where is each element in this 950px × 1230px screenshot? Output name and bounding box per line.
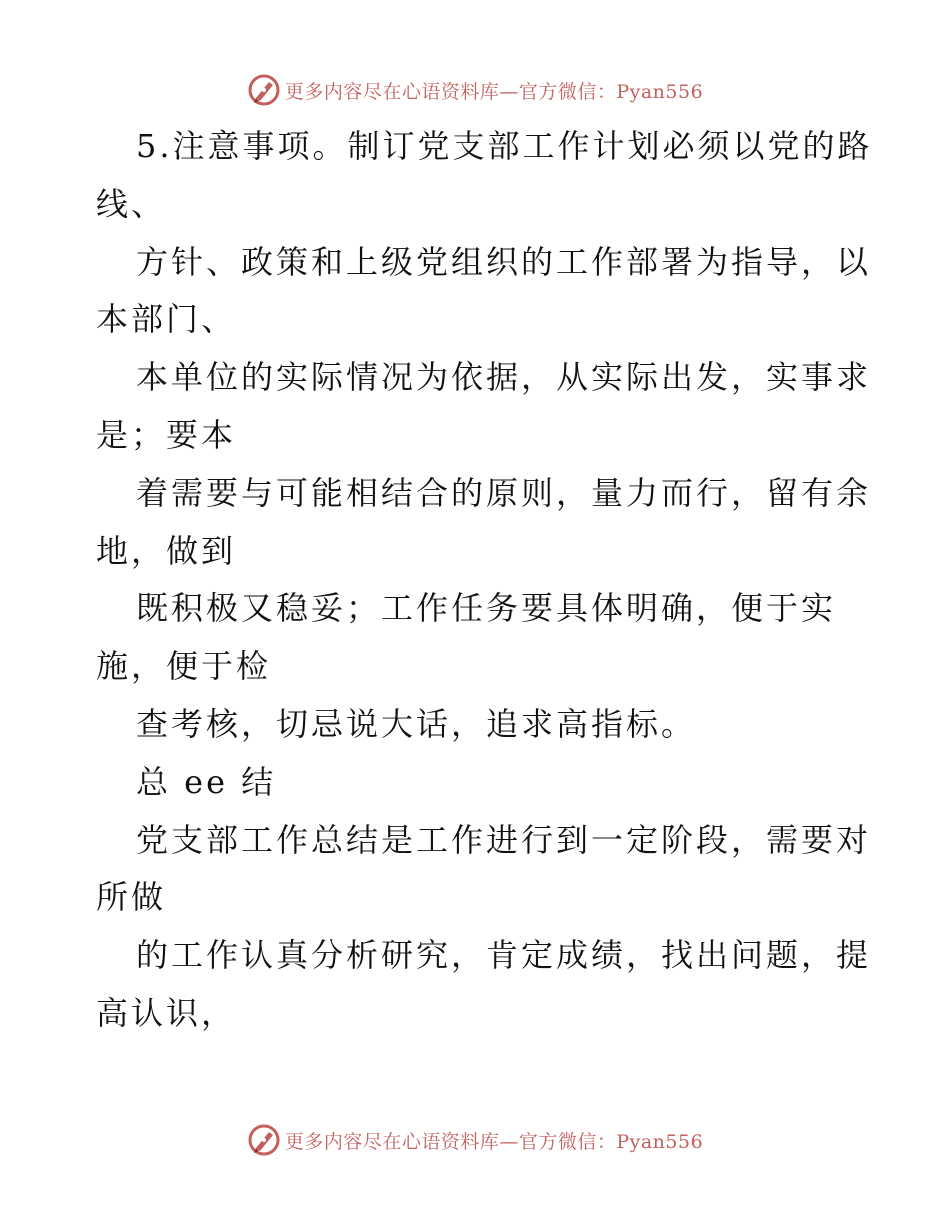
text-line: 高认识， xyxy=(96,993,237,1032)
header-watermark xyxy=(0,70,950,110)
text-line: 党支部工作总结是工作进行到一定阶段，需要对 xyxy=(136,820,872,859)
text-line: 着需要与可能相结合的原则，量力而行，留有余 xyxy=(136,473,872,512)
text-line: 线、 xyxy=(96,184,167,223)
text-line: 既积极又稳妥；工作任务要具体明确，便于实 xyxy=(136,589,837,628)
footer-watermark-text: 更多内容尽在心语资料库—官方微信：Pyan556 xyxy=(284,1130,704,1153)
text-line: 本单位的实际情况为依据，从实际出发，实事求 xyxy=(136,358,872,397)
pen-in-circle-logo-icon xyxy=(247,1123,281,1157)
text-line: 是；要本 xyxy=(96,415,237,454)
text-line: 方针、政策和上级党组织的工作部署为指导，以 xyxy=(136,242,872,281)
header-watermark-text: 更多内容尽在心语资料库—官方微信：Pyan556 xyxy=(284,80,704,103)
text-line: 所做 xyxy=(96,878,167,917)
footer-watermark xyxy=(0,1120,950,1160)
pen-in-circle-logo-icon xyxy=(247,73,281,107)
text-line: 的工作认真分析研究，肯定成绩，找出问题，提 xyxy=(136,936,872,975)
text-line: 5.注意事项。制订党支部工作计划必须以党的路 xyxy=(136,127,873,165)
text-line: 本部门、 xyxy=(96,300,237,339)
text-line: 施，便于检 xyxy=(96,647,272,686)
text-line: 地，做到 xyxy=(96,531,237,570)
text-line: 查考核，切忌说大话，追求高指标。 xyxy=(136,704,697,743)
section-heading: 总 ee 结 xyxy=(136,762,277,801)
document-body xyxy=(96,118,873,1043)
